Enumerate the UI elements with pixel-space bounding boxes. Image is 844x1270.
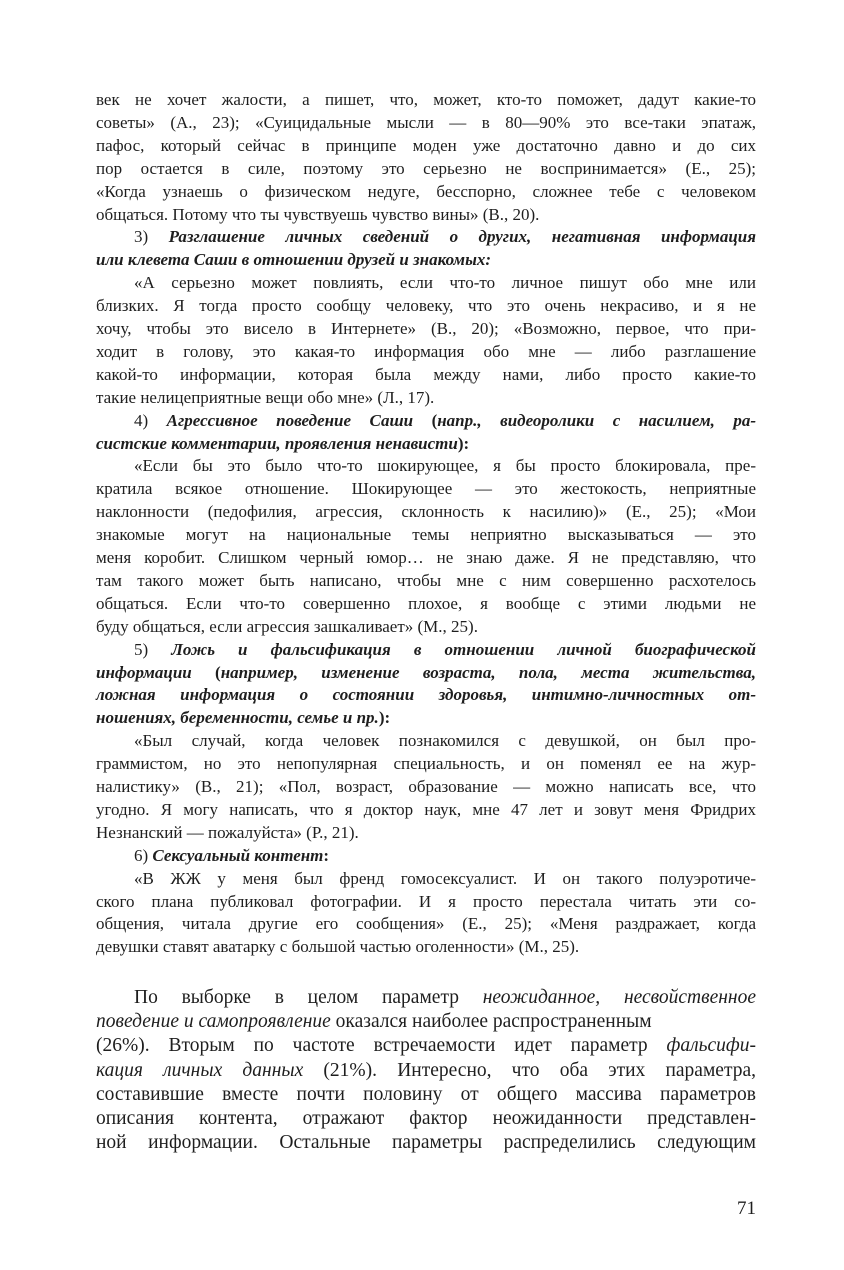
text-line	[96, 248, 756, 271]
emphasis-run: :	[323, 845, 330, 865]
text-line	[96, 706, 756, 729]
text-line	[96, 340, 756, 363]
text-line	[96, 935, 756, 958]
text-line	[134, 844, 756, 867]
emphasis-run: кация личных данных	[96, 1059, 304, 1081]
text-line	[96, 386, 756, 409]
emphasis-run: Агрессивное поведение Саши	[166, 410, 414, 430]
text-line	[96, 134, 756, 157]
text-run: 4)	[134, 410, 167, 430]
text-run: советы» (А., 23); «Суицидальные мысли — в 80—90% это все-таки эпатаж,	[96, 112, 756, 132]
text-run: ной информации. Остальные параметры распределились следующим	[96, 1132, 756, 1154]
text-run: знакомые могут на национальные темы неприятно высказываться — это	[96, 525, 756, 545]
text-run: оказался наиболее распространенным	[330, 1011, 652, 1033]
text-line	[96, 363, 756, 386]
text-run: пор остается в силе, поэтому это серьезно не воспринимается» (Е., 25);	[96, 158, 756, 178]
emphasis-run: систские комментарии, проявления ненависти	[96, 433, 458, 453]
text-run: налистику» (В., 21); «Пол, возраст, образование — можно написать все, что	[96, 777, 756, 796]
text-run: хочу, чтобы это висело в Интернете» (В., 20); «Возможно, первое, что при-	[96, 319, 756, 338]
text-line	[134, 454, 756, 477]
text-line	[96, 294, 756, 317]
text-line	[134, 867, 756, 890]
text-run: составившие вместе почти половину от общего массива параметров	[96, 1083, 756, 1105]
text-line	[96, 1033, 756, 1058]
text-line	[96, 569, 756, 592]
text-run: описания контента, отражают фактор неожиданности представлен-	[96, 1108, 756, 1129]
text-line	[96, 523, 756, 546]
text-run: 5)	[134, 639, 172, 659]
text-line	[96, 477, 756, 500]
text-line	[96, 821, 756, 844]
emphasis-run: ):	[457, 433, 470, 453]
text-line	[96, 752, 756, 775]
text-line	[96, 912, 756, 935]
text-run: ходит в голову, это какая-то информация обо мне — либо разглашение	[96, 341, 756, 361]
text-line	[134, 271, 756, 294]
text-run: наклонности (педофилия, агрессия, склонность к насилию)» (Е., 25); «Мои	[96, 502, 756, 522]
text-run: пафос, который сейчас в принципе моден уже достаточно давно и до сих	[96, 135, 756, 155]
text-line	[96, 592, 756, 615]
text-line	[96, 111, 756, 134]
text-run: какой-то информации, которая была между нами, либо просто какие-то	[96, 364, 756, 384]
text-line	[134, 985, 756, 1010]
text-run: 6)	[134, 845, 153, 865]
text-run: «Был случай, когда человек познакомился с девушкой, он был про-	[134, 731, 756, 751]
text-line	[96, 432, 756, 455]
emphasis-run: Разглашение личных сведений о других, негативная информация	[168, 227, 756, 247]
emphasis-run: информации	[96, 662, 192, 682]
text-run: угодно. Я могу написать, что я доктор наук, мне 47 лет и зовут меня Фридрих	[96, 799, 756, 819]
text-run: меня коробит. Слишком черный юмор… не знаю даже. Я не представляю, что	[96, 548, 756, 567]
text-run: общения, читала другие его сообщения» (Е., 25); «Меня раздражает, когда	[96, 914, 756, 934]
text-run: «А серьезно может повлиять, если что-то личное пишут обо мне или	[134, 273, 756, 293]
text-run: близких. Я тогда просто сообщу человеку, что это очень некрасиво, и я не	[96, 296, 756, 316]
emphasis-run: Ложь и фальсификация в отношении личной биографической	[171, 639, 756, 659]
text-run: «Когда узнаешь о физическом недуге, бесспорно, сложнее тебе с человеком	[96, 181, 756, 201]
emphasis-run: напр., видеоролики с насилием, ра-	[437, 410, 756, 430]
emphasis-run: поведение и самопроявление	[96, 1011, 331, 1033]
text-line	[96, 88, 756, 111]
text-line	[96, 1009, 756, 1034]
text-line	[96, 1082, 756, 1107]
emphasis-run: ношениях, беременности, семье и пр.	[96, 708, 379, 728]
text-line	[96, 798, 756, 821]
emphasis-run: ложная информация о состоянии здоровья, интимно-личностных от-	[96, 685, 756, 705]
text-run: «Если бы это было что-то шокирующее, я бы просто блокировала, пре-	[134, 456, 756, 476]
emphasis-run: ):	[378, 708, 391, 728]
text-run: такие нелицеприятные вещи обо мне» (Л., 17).	[96, 387, 435, 407]
emphasis-run: фальсифи-	[666, 1035, 756, 1057]
text-run: девушки ставят аватарку с большой частью оголенности» (М., 25).	[96, 937, 580, 957]
text-line	[96, 1058, 756, 1083]
text-run: Незнанский — пожалуйста» (Р., 21).	[96, 822, 359, 842]
text-line	[96, 615, 756, 638]
text-run: (26%). Вторым по частоте встречаемости идет параметр	[96, 1035, 667, 1057]
emphasis-run: например, изменение возраста, пола, места жительства,	[220, 662, 756, 682]
text-line	[96, 775, 756, 798]
text-line	[134, 638, 756, 661]
text-line	[96, 1106, 756, 1131]
text-line	[96, 180, 756, 203]
text-run: общаться. Если что-то совершенно плохое, я вообще с этими людьми не	[96, 593, 756, 613]
text-run: век не хочет жалости, а пишет, что, может, кто-то поможет, дадут какие-то	[96, 90, 756, 109]
emphasis-run: (	[191, 662, 221, 682]
text-run: там такого может быть написано, чтобы мне с ним совершенно расхотелось	[96, 570, 756, 590]
text-line	[96, 157, 756, 180]
emphasis-run: Сексуальный контент	[152, 845, 324, 865]
text-run: (21%). Интересно, что оба этих параметра,	[303, 1059, 756, 1081]
text-line	[134, 729, 756, 752]
text-line	[96, 500, 756, 523]
text-line	[96, 683, 756, 706]
text-run: буду общаться, если агрессия зашкаливает» (М., 25).	[96, 616, 478, 636]
emphasis-run: или клевета Саши в отношении друзей и знакомых:	[96, 250, 492, 270]
text-run: кратила всякое отношение. Шокирующее — это жестокость, неприятные	[96, 479, 756, 499]
text-line	[96, 661, 756, 684]
text-run: 3)	[134, 227, 169, 247]
text-line	[96, 890, 756, 913]
text-line	[96, 546, 756, 569]
text-line	[96, 203, 756, 226]
text-line	[134, 225, 756, 248]
text-line	[134, 409, 756, 432]
text-run: По выборке в целом параметр	[134, 987, 483, 1008]
text-run: общаться. Потому что ты чувствуешь чувство вины» (В., 20).	[96, 204, 540, 224]
text-run: ского плана публиковал фотографии. И я просто перестала читать эти со-	[96, 891, 756, 911]
emphasis-run: неожиданное, несвойственное	[482, 987, 756, 1008]
page-number: 71	[737, 1198, 756, 1219]
text-line	[96, 317, 756, 340]
text-run: «В ЖЖ у меня был френд гомосексуалист. И он такого полуэротиче-	[134, 868, 756, 888]
text-line	[96, 1130, 756, 1155]
emphasis-run: (	[413, 410, 438, 430]
text-run: граммистом, но это непопулярная специальность, и он поменял ее на жур-	[96, 754, 756, 774]
